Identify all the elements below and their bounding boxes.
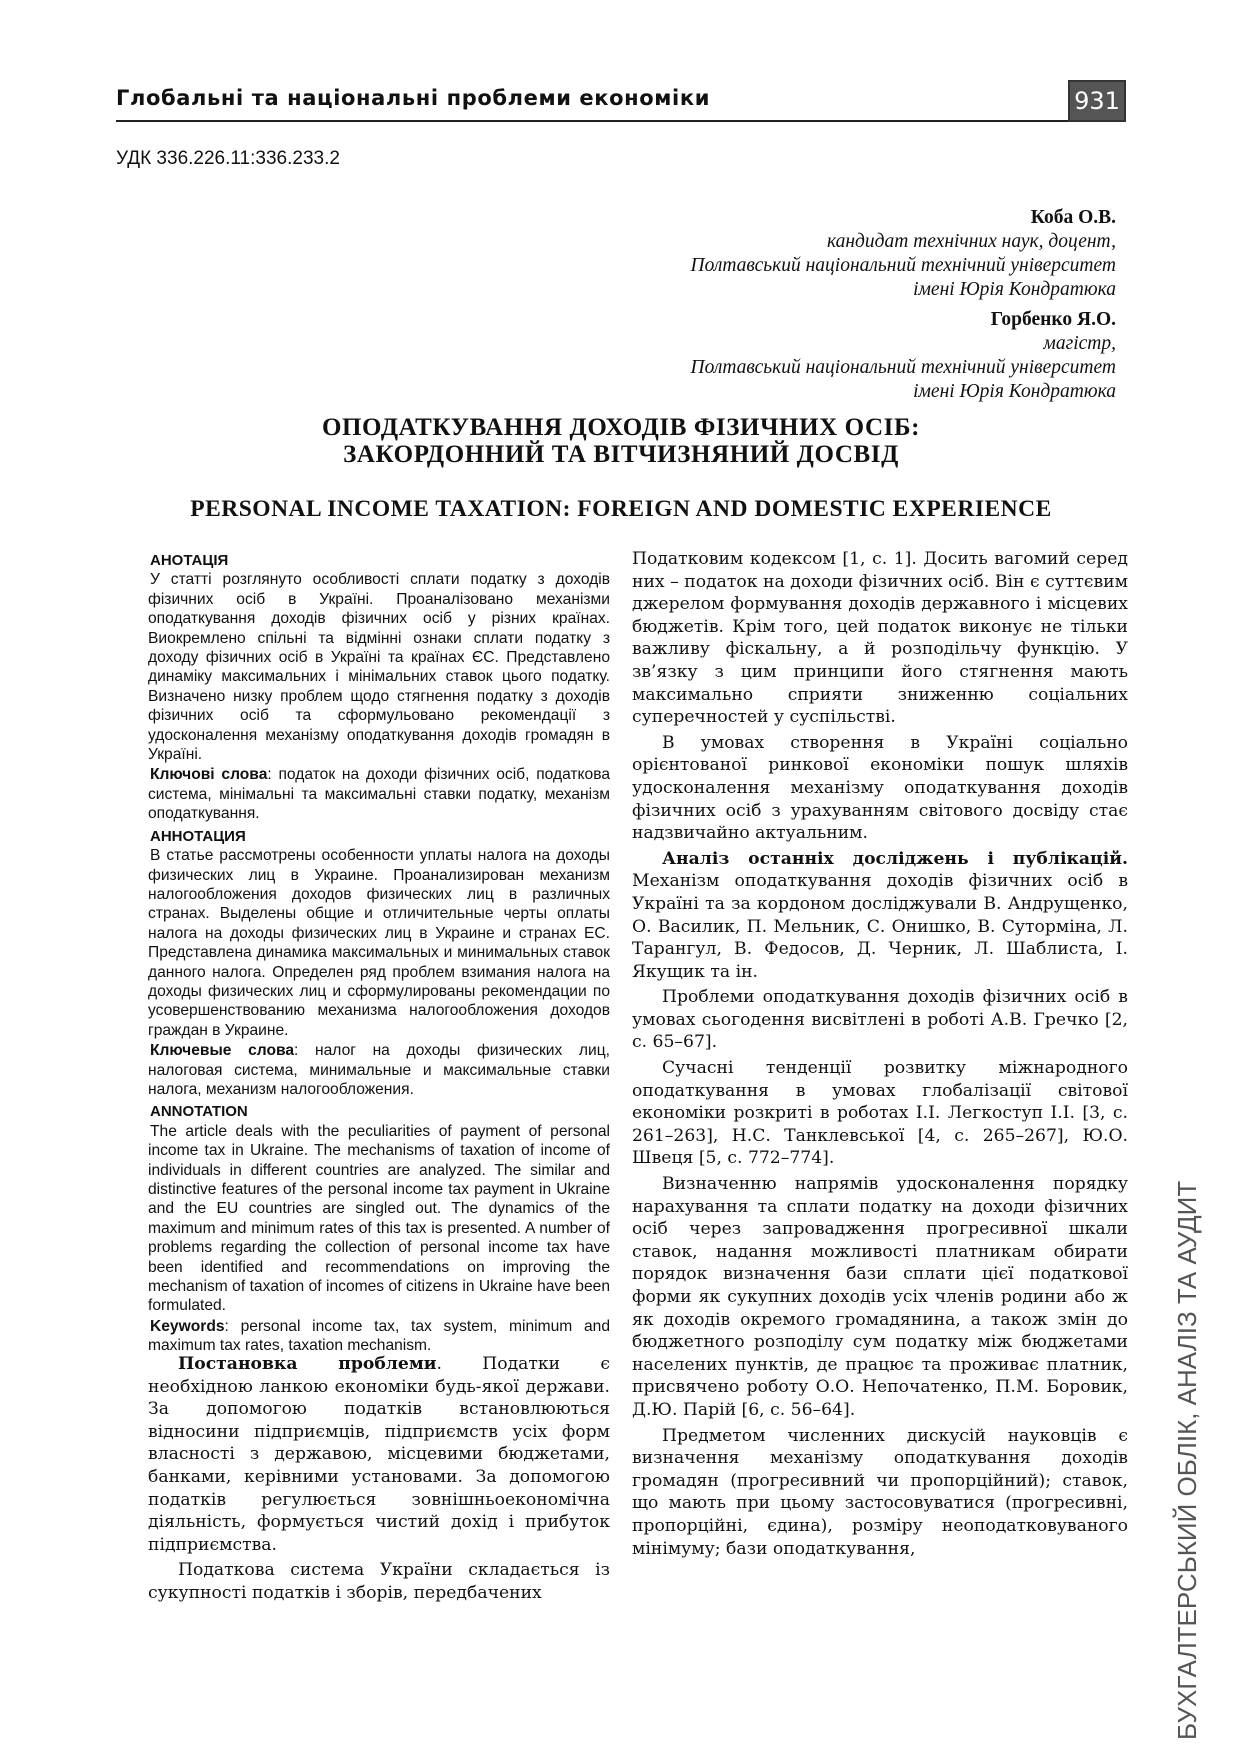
- author-affiliation: Полтавський національний технічний університет: [690, 357, 1116, 378]
- abstract-ru-heading: АННОТАЦИЯ: [150, 827, 246, 845]
- author-name: Коба О.В.: [1030, 207, 1116, 228]
- paragraph: Податкова система України складається із сукупності податків і зборів, передбачених: [148, 1560, 610, 1603]
- keywords-label: Ключові слова: [150, 766, 268, 784]
- paragraph-text: Механізм оподаткування доходів фізичних осіб в Україні та за кордоном досліджували В. Андрущенко, О. Василик, П. Мельник, С. Онишко, В. Суторміна, Л. Тарангул, В. Федосов, Д. Черник, Л. Шаблиста, І. Якущик та ін.: [632, 871, 1128, 982]
- paragraph: Податковим кодексом [1, с. 1]. Досить вагомий серед них – податок на доходи фізичних осіб. Він є суттєвим джерелом формування доходів державного і місцевих бюджетів. Крім того, цей податок виконує не тільки важливу фіскальну, а й розподільчу функцію. У зв’язку з цим принципи його стягнення мають максимально сприяти зниженню соціальних суперечностей у суспільстві.: [632, 549, 1128, 728]
- udc-code: УДК 336.226.11:336.233.2: [116, 148, 340, 169]
- running-header: [116, 80, 1126, 122]
- paragraph: [148, 1353, 610, 1556]
- journal-side-label: БУХГАЛТЕРСЬКИЙ ОБЛІК, АНАЛІЗ ТА АУДИТ: [1172, 1180, 1202, 1740]
- keywords-en: [148, 1317, 610, 1356]
- abstract-en-heading: ANNOTATION: [150, 1103, 248, 1121]
- keywords-text: : податок на доходи фізичних осіб, податкова система, мінімальні та максимальні ставки податку, механізм оподаткування.: [148, 766, 610, 823]
- title-line: ОПОДАТКУВАННЯ ДОХОДІВ ФІЗИЧНИХ ОСІБ:: [321, 414, 921, 441]
- section-lead: Постановка проблеми: [178, 1354, 437, 1374]
- journal-section-title: Глобальні та національні проблеми економіки: [116, 86, 711, 110]
- body-text-left: [148, 1353, 610, 1608]
- author-affiliation: імені Юрія Кондратюка: [913, 381, 1116, 402]
- keywords-text: : personal income tax, tax system, minimum and maximum tax rates, taxation mechanism.: [148, 1317, 610, 1355]
- article-title-en: PERSONAL INCOME TAXATION: FOREIGN AND DOMESTIC EXPERIENCE: [190, 496, 1052, 522]
- keywords-text: : налог на доходы физических лиц, налоговая система, минимальные и максимальные ставки налога, механизм налогообложения.: [148, 1042, 611, 1098]
- paragraph: [632, 848, 1128, 984]
- author-2: [416, 308, 1116, 404]
- article-title-ua: [116, 414, 1126, 468]
- paragraph-text: . Податки є необхідною ланкою економіки будь-якої держави. За допомогою податків встановлюються відносини підприємців, підприємств усіх форм власності з державою, місцевими бюджетами, банками, керівними установами. За допомогою податків регулюється зовнішньоекономічна діяльність, формується чистий дохід і прибуток підприємства.: [148, 1354, 610, 1555]
- author-affiliation: імені Юрія Кондратюка: [913, 279, 1116, 300]
- paragraph: Сучасні тенденції розвитку міжнародного оподаткування в умовах глобалізації світової економіки розкриті в роботах І.І. Легкоступ І.І. [3, с. 261–263], Н.С. Танклевської [4, с. 265–267], Ю.О. Швеця [5, с. 772–774].: [632, 1058, 1128, 1169]
- authors-block: [416, 206, 1116, 410]
- abstract-ua-heading: АНОТАЦІЯ: [150, 552, 229, 569]
- title-line: ЗАКОРДОННИЙ ТА ВІТЧИЗНЯНИЙ ДОСВІД: [343, 441, 899, 468]
- keywords-label: Ключевые слова: [150, 1042, 295, 1060]
- abstract-ua-text: У статті розглянуто особливості сплати податку з доходів фізичних осіб в Україні. Проаналізовано механізми оподаткування доходів фізичних осіб у різних країнах. Виокремлено спільні та відмінні ознаки сплати податку з доходу фізичних осіб в Україні та країнах ЄС. Представлено динаміку максимальних і мінімальних ставок цього податку. Визначено низку проблем щодо стягнення податку з доходів фізичних осіб та сформульовано рекомендації з удосконалення механізму оподаткування доходів громадян в Україні.: [148, 571, 610, 764]
- paragraph: Предметом численних дискусій науковців є визначення механізму оподаткування доходів громадян (прогресивний чи пропорційний); ставок, що мають при цьому застосовуватися (прогресивні, пропорційні, єдина), розміру неоподатковуваного мінімуму; бази оподаткування,: [632, 1425, 1128, 1559]
- author-1: [416, 206, 1116, 302]
- abstract-ru-text: В статье рассмотрены особенности уплаты налога на доходы физических лиц в Украине. Проанализирован механизм налогообложения доходов физических лиц в различных странах. Выделены общие и отличительные черты оплаты налога на доходы физических лиц в Украине и странах ЕС. Представлена динамика максимальных и минимальных ставок данного налога. Определен ряд проблем взимания налога на доходы физических лиц и сформулированы рекомендации по усовершенствованию механизма налогообложения доходов граждан в Украине.: [148, 847, 610, 1039]
- paragraph: Проблеми оподаткування доходів фізичних осіб в умовах сьогодення висвітлені в роботі А.В. Гречко [2, с. 65–67].: [632, 987, 1128, 1053]
- author-position: кандидат технічних наук, доцент,: [826, 231, 1116, 252]
- author-name: Горбенко Я.О.: [990, 309, 1116, 330]
- keywords-label: Keywords: [150, 1317, 225, 1335]
- author-position: магістр,: [1043, 333, 1116, 354]
- paragraph: Визначенню напрямів удосконалення порядку нарахування та сплати податку на доходи фізичних осіб через запровадження прогресивної шкали ставок, надання можливості платникам обирати порядок визначення бази сплати цієї податкової форми як сукупних доходів усіх членів родини або ж як доходів окремого громадянина, а також змін до бюджетного розподілу сум податку між бюджетами населених пунктів, де працює та проживає платник, присвячено роботу О.О. Непочатенко, П.М. Боровик, Д.Ю. Парій [6, с. 56–64].: [632, 1174, 1128, 1420]
- body-text-right: [632, 548, 1128, 1563]
- section-lead: Аналіз останніх досліджень і публікацій.: [662, 848, 1128, 869]
- author-affiliation: Полтавський національний технічний університет: [690, 255, 1116, 276]
- paragraph: В умовах створення в Україні соціально орієнтованої ринкової економіки пошук шляхів удосконалення механізму оподаткування доходів фізичних осіб з урахуванням світового досвіду стає надзвичайно актуальним.: [632, 732, 1128, 844]
- keywords-ua: [148, 765, 610, 823]
- page-number: 931: [1068, 80, 1126, 122]
- abstract-en-text: The article deals with the peculiarities of payment of personal income tax in Ukraine. The mechanisms of taxation of income of individuals in different countries are analyzed. The similar and distinctive features of the personal income tax payment in Ukraine and the EU countries are singled out. The dynamics of the maximum and minimum rates of this tax is presented. A number of problems regarding the collection of personal income tax have been identified and recommendations on improving the mechanism of taxation of incomes of citizens in Ukraine have been formulated.: [148, 1122, 610, 1315]
- keywords-ru: [148, 1041, 610, 1099]
- abstracts-column: [148, 548, 610, 1356]
